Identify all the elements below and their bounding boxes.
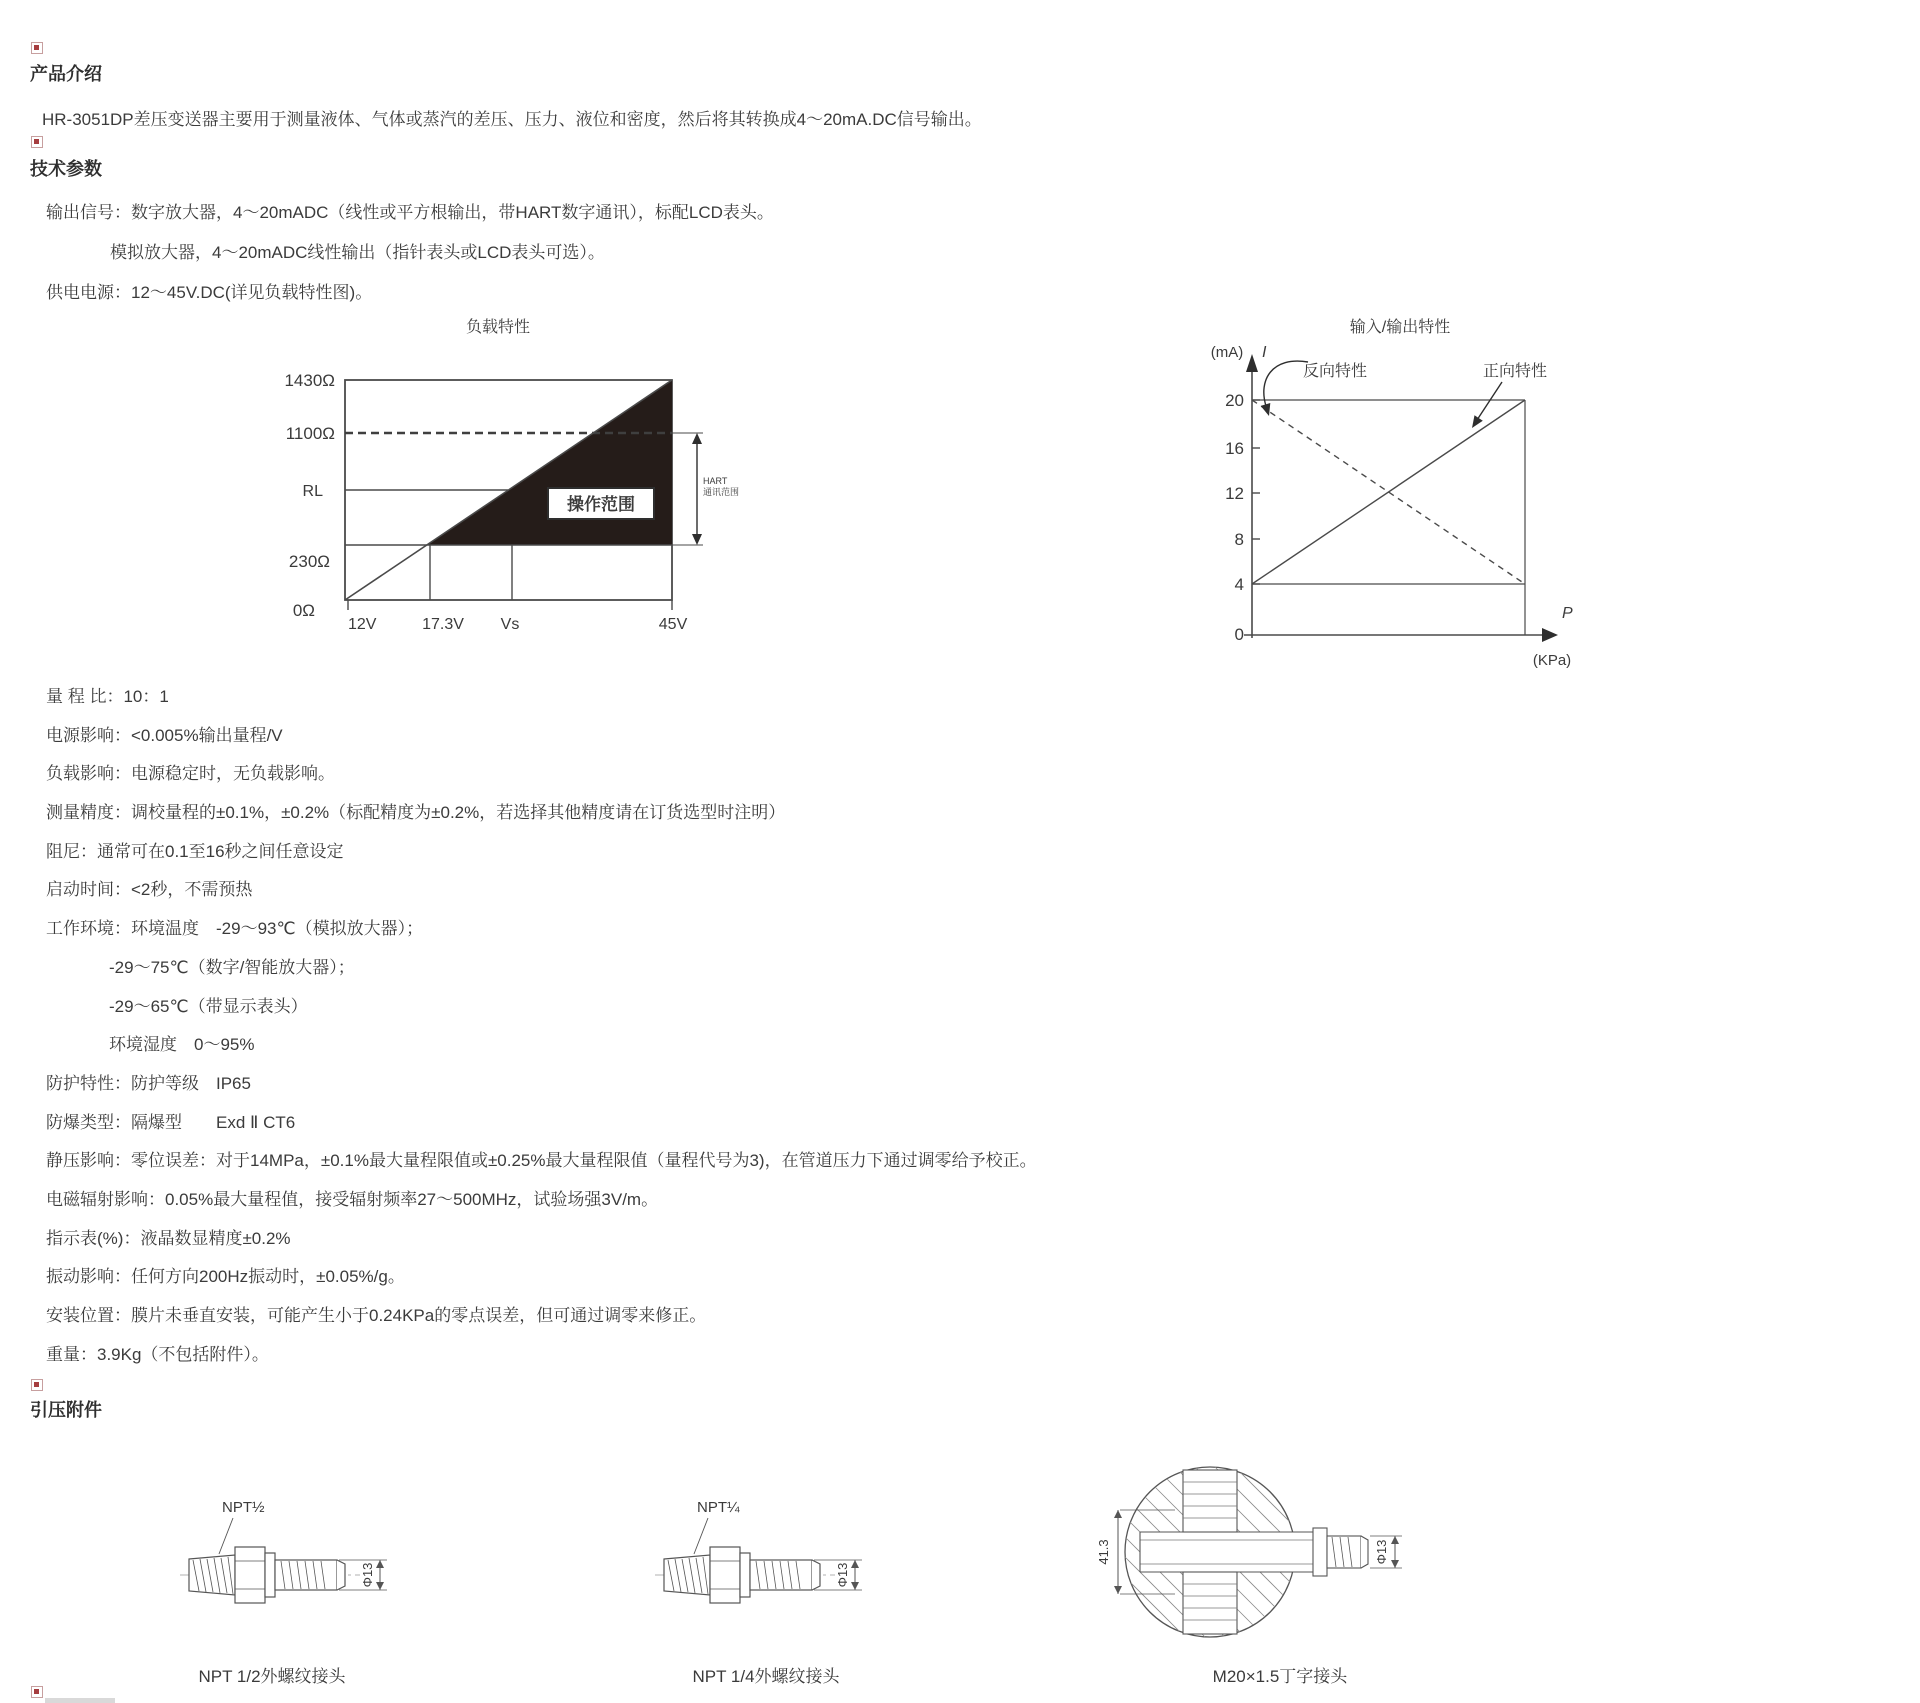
npt-quarter-fitting-drawing (650, 1480, 900, 1650)
spec-line: 安装位置：膜片未垂直安装，可能产生小于0.24KPa的零点误差，但可通过调零来修正。 (46, 1306, 707, 1325)
spec-line: 指示表(%)：液晶数显精度±0.2% (46, 1228, 291, 1248)
spec-line: 振动影响：任何方向200Hz振动时，±0.05%/g。 (46, 1267, 405, 1287)
leader-line (219, 1518, 233, 1554)
arrowhead (376, 1560, 384, 1568)
forward-label-arrow (1477, 382, 1502, 420)
fitting-caption: NPT 1/4外螺纹接头 (692, 1667, 840, 1686)
spec-line: 防护特性：防护等级 IP65 (46, 1073, 251, 1093)
spec-line: -29～65℃（带显示表头） (109, 996, 308, 1016)
arrowhead (1114, 1510, 1122, 1518)
chart-title: 负载特性 (465, 319, 531, 336)
broken-image-icon (31, 42, 43, 54)
broken-image-icon (31, 136, 43, 148)
tip-chamfer (812, 1560, 820, 1590)
x-label-12v: 12V (348, 616, 377, 633)
x-axis-arrowhead (1542, 628, 1558, 642)
arrowhead (851, 1560, 859, 1568)
y-label-230: 230Ω (288, 552, 330, 571)
fitting-thread-label: NPT¼ (697, 1499, 740, 1516)
hart-side-label-2: 通讯范围 (703, 487, 740, 497)
arrowhead (1114, 1586, 1122, 1594)
spec-line: 静压影响：零位误差：对于14MPa，±0.1%最大量程限值或±0.25%最大量程限值（量程代号为3)，在管道压力下通过调零给予校正。 (46, 1151, 1037, 1171)
arrowhead (376, 1582, 384, 1590)
spec-line: 工作环境：环境温度 -29～93℃（模拟放大器）； (46, 919, 424, 939)
top-port (1183, 1470, 1237, 1532)
tech-heading: 技术参数 (30, 159, 102, 179)
arrowhead-up (692, 433, 702, 444)
spec-line: 阻尼：通常可在0.1至16秒之间任意设定 (46, 841, 344, 861)
arrowhead-down (692, 534, 702, 545)
reverse-characteristic-label: 反向特性 (1302, 363, 1368, 380)
y-tick-8: 8 (1234, 530, 1244, 549)
x-axis-symbol: P (1562, 605, 1573, 622)
bottom-port (1183, 1572, 1237, 1634)
y-unit-label: (mA) (1210, 344, 1244, 361)
y-tick-20: 20 (1225, 391, 1244, 410)
y-tick-0: 0 (1234, 625, 1244, 644)
fittings-heading: 引压附件 (30, 1400, 102, 1420)
y-label-rl: RL (302, 483, 323, 500)
intro-heading: 产品介绍 (30, 64, 102, 84)
y-tick-4: 4 (1234, 575, 1244, 594)
y-label-1100: 1100Ω (285, 424, 335, 443)
tip-chamfer (337, 1560, 345, 1590)
spec-line: 负载影响：电源稳定时，无负载影响。 (46, 764, 335, 784)
broken-image-icon (31, 1686, 43, 1698)
y-tick-12: 12 (1225, 484, 1244, 503)
collar (1313, 1528, 1327, 1576)
arrowhead (851, 1582, 859, 1590)
spec-line: 启动时间：<2秒，不需预热 (46, 880, 253, 900)
npt-half-fitting-drawing (175, 1480, 425, 1650)
spec-line: 环境湿度 0～95% (109, 1035, 255, 1055)
output-signal-line: 输出信号：数字放大器，4～20mADC（线性或平方根输出，带HART数字通讯），标配LCD表头。 (46, 203, 774, 222)
region-label: 操作范围 (567, 495, 635, 514)
page-bottom-strip (45, 1698, 115, 1703)
spec-line: 测量精度：调校量程的±0.1%，±0.2%（标配精度为±0.2%，若选择其他精度请在订货选型时注明） (46, 803, 786, 823)
arrowhead (1261, 403, 1271, 416)
intro-paragraph: HR-3051DP差压变送器主要用于测量液体、气体或蒸汽的差压、压力、液位和密度，然后将其转换成4～20mA.DC信号输出。 (42, 110, 982, 129)
height-dim-label: 41.3 (1096, 1539, 1111, 1565)
collar (265, 1553, 275, 1597)
collar (740, 1553, 750, 1597)
spec-line: 防爆类型：隔爆型 Exd Ⅱ CT6 (46, 1112, 296, 1132)
broken-image-icon (31, 1379, 43, 1391)
x-unit-label: (KPa) (1532, 652, 1572, 669)
spec-line: -29～75℃（数字/智能放大器）； (109, 957, 355, 977)
spec-line: 重量：3.9Kg（不包括附件）。 (46, 1344, 269, 1364)
hex-nut (710, 1547, 740, 1603)
hart-side-label-1: HART (703, 476, 728, 486)
x-label-45v: 45V (658, 616, 688, 633)
x-label-17v: 17.3V (422, 616, 464, 633)
diameter-dim-label: Φ13 (1374, 1539, 1389, 1565)
tip-chamfer (1361, 1536, 1368, 1568)
spec-line: 电源影响：<0.005%输出量程/V (46, 725, 283, 745)
diameter-dim-label: Φ13 (360, 1562, 375, 1588)
chart-title: 输入/输出特性 (1349, 319, 1451, 336)
hex-nut (235, 1547, 265, 1603)
fitting-caption: M20×1.5丁字接头 (1212, 1667, 1348, 1686)
spec-line: 电磁辐射影响：0.05%最大量程值，接受辐射频率27～500MHz，试验场强3V/m。 (46, 1189, 659, 1209)
y-axis-symbol: I (1262, 344, 1267, 361)
y-tick-16: 16 (1225, 439, 1244, 458)
output-signal-line2: 模拟放大器，4～20mADC线性输出（指针表头或LCD表头可选）。 (110, 243, 605, 262)
m20-tee-fitting-drawing (1080, 1452, 1420, 1652)
fitting-thread-label: NPT½ (222, 1499, 265, 1516)
arrowhead (1472, 415, 1483, 428)
fitting-caption: NPT 1/2外螺纹接头 (198, 1667, 346, 1686)
arrowhead (1391, 1560, 1399, 1568)
power-supply-line: 供电电源：12～45V.DC(详见负载特性图)。 (46, 283, 373, 302)
y-axis-arrowhead (1246, 354, 1258, 372)
diameter-dim-label: Φ13 (835, 1562, 850, 1588)
reverse-label-arrow (1264, 361, 1308, 406)
io-characteristic-chart (1170, 298, 1600, 688)
bore-channel (1140, 1532, 1327, 1572)
spec-line: 量 程 比：10：1 (46, 687, 169, 706)
stub (1327, 1536, 1361, 1568)
arrowhead (1391, 1536, 1399, 1544)
x-label-vs: Vs (500, 616, 520, 633)
leader-line (694, 1518, 708, 1554)
y-label-1430: 1430Ω (284, 371, 335, 390)
spec-list (46, 678, 1037, 1374)
load-characteristic-chart (180, 298, 740, 648)
forward-characteristic-label: 正向特性 (1482, 363, 1548, 380)
y-label-0: 0Ω (292, 601, 315, 620)
